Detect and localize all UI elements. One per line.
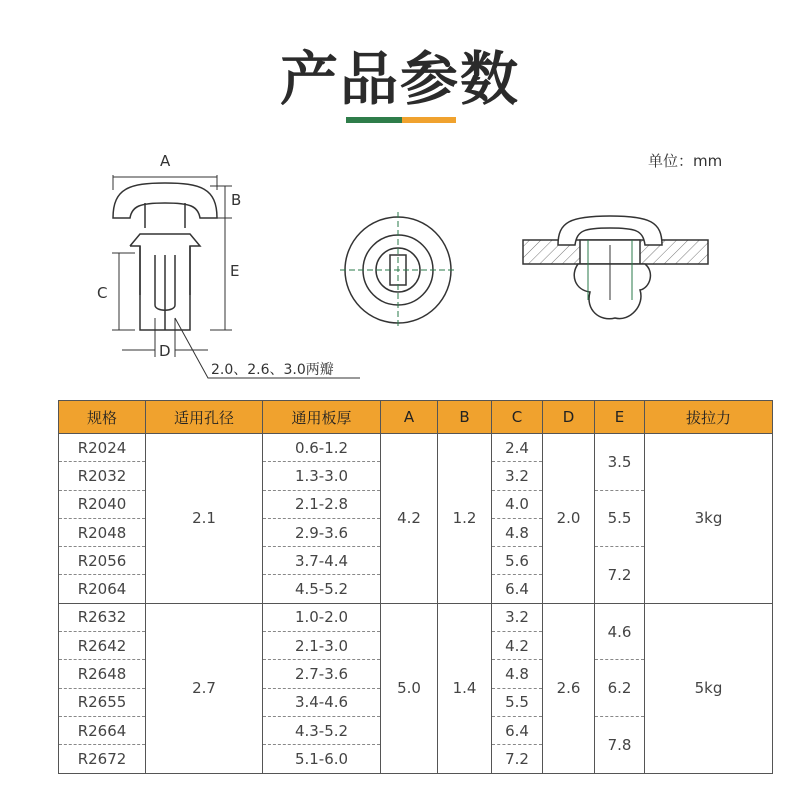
d-cell: 2.0	[543, 434, 595, 604]
e-cell: 3.5	[595, 434, 645, 491]
model-cell: R2632	[59, 603, 146, 631]
c-cell: 6.4	[492, 716, 543, 744]
a-cell: 4.2	[381, 434, 438, 604]
thickness-cell: 2.1-3.0	[263, 632, 381, 660]
thickness-cell: 3.7-4.4	[263, 547, 381, 575]
c-cell: 4.2	[492, 632, 543, 660]
e-cell: 7.8	[595, 716, 645, 773]
c-cell: 3.2	[492, 462, 543, 490]
model-cell: R2056	[59, 547, 146, 575]
split-note: 2.0、2.6、3.0两瓣	[211, 362, 334, 378]
thickness-cell: 1.0-2.0	[263, 603, 381, 631]
b-cell: 1.2	[438, 434, 492, 604]
model-cell: R2024	[59, 434, 146, 462]
force-cell: 5kg	[645, 603, 773, 773]
thickness-cell: 2.1-2.8	[263, 490, 381, 518]
product-diagrams	[0, 140, 800, 390]
c-cell: 6.4	[492, 575, 543, 603]
header-hole: 适用孔径	[146, 401, 263, 434]
model-cell: R2048	[59, 518, 146, 546]
accent-green-segment	[346, 117, 402, 123]
table-row	[59, 434, 773, 462]
model-cell: R2648	[59, 660, 146, 688]
header-b: B	[438, 401, 492, 434]
c-cell: 5.5	[492, 688, 543, 716]
table-row	[59, 603, 773, 631]
header-a: A	[381, 401, 438, 434]
c-cell: 4.8	[492, 518, 543, 546]
dim-label-b: B	[231, 191, 242, 209]
e-cell: 4.6	[595, 603, 645, 660]
header-d: D	[543, 401, 595, 434]
e-cell: 7.2	[595, 547, 645, 604]
dim-label-a: A	[160, 152, 171, 170]
unit-label: 单位：mm	[648, 152, 723, 170]
model-cell: R2064	[59, 575, 146, 603]
header-force: 拔拉力	[645, 401, 773, 434]
spec-table	[58, 400, 773, 774]
c-cell: 3.2	[492, 603, 543, 631]
c-cell: 2.4	[492, 434, 543, 462]
model-cell: R2664	[59, 716, 146, 744]
hole-cell: 2.7	[146, 603, 263, 773]
dim-label-c: C	[97, 284, 108, 302]
model-cell: R2040	[59, 490, 146, 518]
force-cell: 3kg	[645, 434, 773, 604]
hole-cell: 2.1	[146, 434, 263, 604]
a-cell: 5.0	[381, 603, 438, 773]
thickness-cell: 1.3-3.0	[263, 462, 381, 490]
table-header-row	[59, 401, 773, 434]
accent-orange-segment	[402, 117, 456, 123]
c-cell: 5.6	[492, 547, 543, 575]
b-cell: 1.4	[438, 603, 492, 773]
dim-label-d: D	[159, 342, 171, 360]
header-e: E	[595, 401, 645, 434]
d-cell: 2.6	[543, 603, 595, 773]
installed-view-drawing	[523, 216, 708, 319]
top-view-drawing	[340, 212, 456, 328]
header-thickness: 通用板厚	[263, 401, 381, 434]
e-cell: 6.2	[595, 660, 645, 717]
thickness-cell: 3.4-4.6	[263, 688, 381, 716]
header-c: C	[492, 401, 543, 434]
header-model: 规格	[59, 401, 146, 434]
dim-label-e: E	[230, 262, 240, 280]
c-cell: 7.2	[492, 745, 543, 773]
thickness-cell: 2.9-3.6	[263, 518, 381, 546]
e-cell: 5.5	[595, 490, 645, 547]
thickness-cell: 2.7-3.6	[263, 660, 381, 688]
model-cell: R2655	[59, 688, 146, 716]
thickness-cell: 4.3-5.2	[263, 716, 381, 744]
model-cell: R2672	[59, 745, 146, 773]
model-cell: R2642	[59, 632, 146, 660]
thickness-cell: 5.1-6.0	[263, 745, 381, 773]
thickness-cell: 4.5-5.2	[263, 575, 381, 603]
model-cell: R2032	[59, 462, 146, 490]
c-cell: 4.0	[492, 490, 543, 518]
c-cell: 4.8	[492, 660, 543, 688]
page-title: 产品参数	[279, 45, 520, 113]
thickness-cell: 0.6-1.2	[263, 434, 381, 462]
title-accent-bar	[346, 117, 456, 123]
